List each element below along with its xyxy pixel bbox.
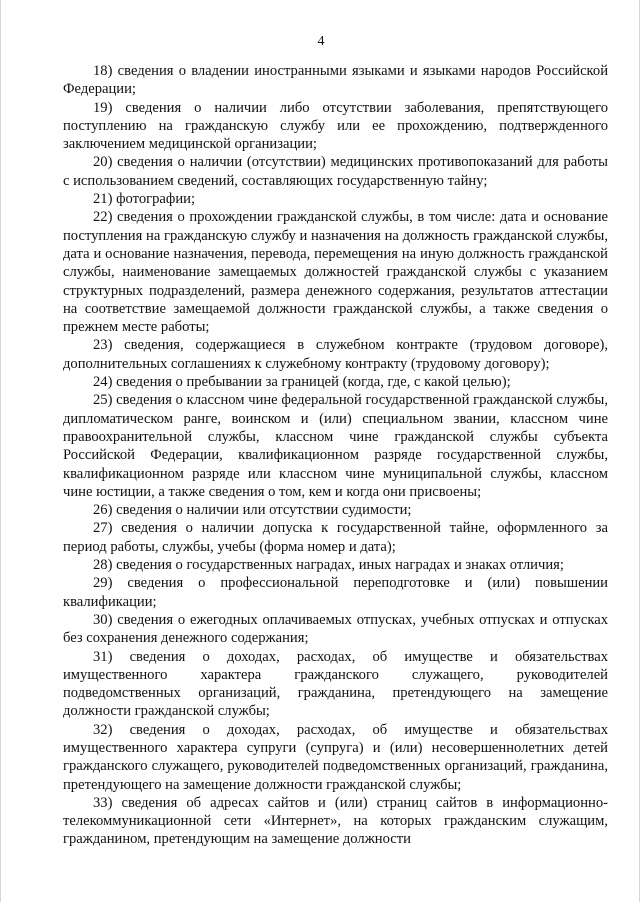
page-number: 4 xyxy=(317,34,325,49)
list-item-26: 26) сведения о наличии или отсутствии судимости; xyxy=(93,502,412,519)
list-item-22: 22) сведения о прохождении гражданской службы, в том числе: дата и основание поступления на гражданскую службу и назначения на должность гражданской службы, дата и основание назначения, перевода, перемещения на иную должность гражданской службы, наименование замещаемых должностей гражданской службы с указанием структурных подразделений, размера денежного содержания, результатов аттестации на соответствие замещаемой должности гражданской службы, а также сведения о прежнем месте работы; xyxy=(63,209,608,336)
list-item-29: 29) сведения о профессиональной переподготовке и (или) повышении квалификации; xyxy=(63,575,608,610)
list-item-27: 27) сведения о наличии допуска к государственной тайне, оформленного за период работы, службы, учебы (форма номер и дата); xyxy=(63,520,608,555)
list-item-19: 19) сведения о наличии либо отсутствии заболевания, препятствующего поступлению на гражданскую службу или ее прохождению, подтвержденного заключением медицинской организации; xyxy=(63,99,608,153)
list-item-20: 20) сведения о наличии (отсутствии) медицинских противопоказаний для работы с использованием сведений, составляющих государственную тайну; xyxy=(63,154,608,189)
list-item-18: 18) сведения о владении иностранными языками и языками народов Российской Федерации; xyxy=(63,63,608,98)
list-item-24: 24) сведения о пребывании за границей (когда, где, с какой целью); xyxy=(93,374,511,391)
list-item-32: 32) сведения о доходах, расходах, об имуществе и обязательствах имущественного характера супруги (супруга) и (или) несовершеннолетних детей гражданского служащего, руководителей подведомственных организаций, гражданина, претендующего на замещение должности гражданской службы; xyxy=(63,721,608,793)
list-item-28: 28) сведения о государственных наградах, иных наградах и знаках отличия; xyxy=(93,557,564,574)
list-item-25: 25) сведения о классном чине федеральной государственной гражданской службы, дипломатическом ранге, воинском и (или) специальном звании, классном чине правоохранительной службы, классном чине гражданской службы субъекта Российской Федерации, квалификационном разряде государственной службы, квалификационном разряде или классном чине муниципальной службы, классном чине юстиции, а также сведения о том, кем и когда они присвоены; xyxy=(63,392,608,500)
document-body xyxy=(63,62,608,849)
list-item-30: 30) сведения о ежегодных оплачиваемых отпусках, учебных отпусках и отпусках без сохранения денежного содержания; xyxy=(63,611,608,647)
list-item-23: 23) сведения, содержащиеся в служебном контракте (трудовом договоре), дополнительных соглашениях к служебному контракту (трудовому договору); xyxy=(63,337,608,372)
list-item-33: 33) сведения об адресах сайтов и (или) страниц сайтов в информационно-телекоммуникационной сети «Интернет», на которых гражданским служащим, гражданином, претендующим на замещение должности xyxy=(63,794,608,848)
list-item-21: 21) фотографии; xyxy=(93,191,196,208)
list-item-31: 31) сведения о доходах, расходах, об имуществе и обязательствах имущественного характера гражданского служащего, руководителей подведомственных организаций, гражданина, претендующего на замещение должности гражданской службы; xyxy=(63,648,608,720)
